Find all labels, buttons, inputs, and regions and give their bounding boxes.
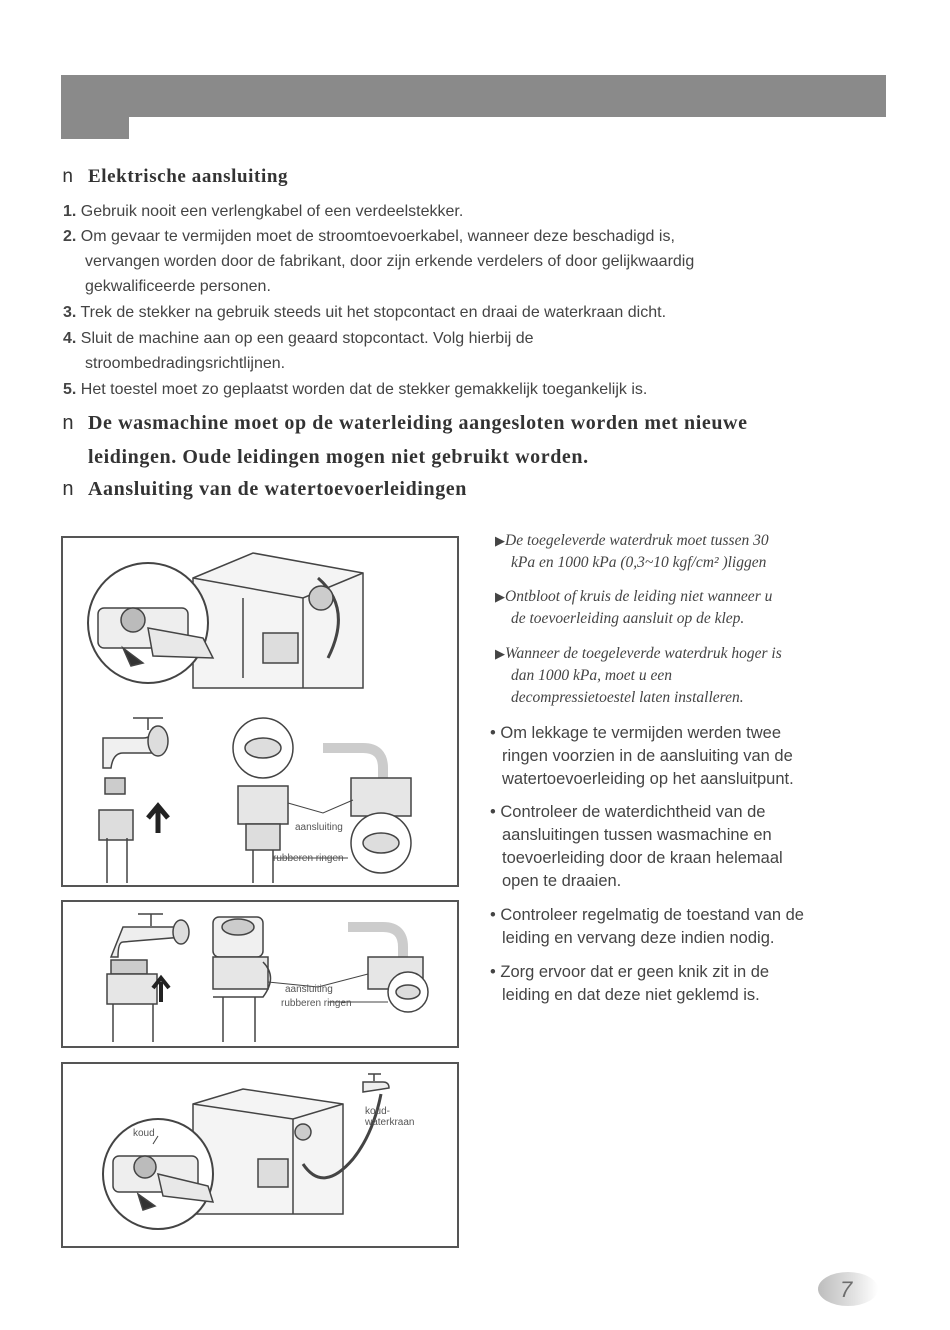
item-text: Om gevaar te vermijden moet de stroomtoevoerkabel, wanneer deze beschadigd is, bbox=[80, 228, 675, 245]
bullet-text: leiding en dat deze niet geklemd is. bbox=[502, 986, 760, 1004]
bullet-1 bbox=[490, 722, 880, 791]
item-text: stroombedradingsrichtlijnen. bbox=[85, 355, 286, 372]
bullet-text: open te draaien. bbox=[502, 872, 622, 890]
bullet-marker: • bbox=[490, 724, 496, 742]
figure-3-label-tap-1: koud- bbox=[365, 1106, 391, 1117]
header-tab bbox=[61, 117, 129, 139]
bullet-marker: • bbox=[490, 906, 496, 924]
figure-3-illustration bbox=[63, 1064, 457, 1246]
note-3 bbox=[495, 643, 875, 709]
note-2 bbox=[495, 586, 875, 630]
item-number: 3. bbox=[63, 304, 77, 321]
item-number: 4. bbox=[63, 330, 77, 347]
section-water-heading bbox=[62, 478, 467, 502]
note-text: Wanneer de toegeleverde waterdruk hoger is bbox=[505, 645, 782, 662]
note-text: de toevoerleiding aansluit op de klep. bbox=[511, 610, 745, 627]
bullet-text: aansluitingen tussen wasmachine en bbox=[502, 826, 772, 844]
section-bullet: n bbox=[62, 166, 75, 188]
figure-2-illustration bbox=[63, 902, 457, 1046]
item-text: Het toestel moet zo geplaatst worden dat de stekker gemakkelijk toegankelijk is. bbox=[80, 381, 648, 398]
item-text: Gebruik nooit een verlengkabel of een verdeelstekker. bbox=[80, 203, 464, 220]
bullet-text: toevoerleiding door de kraan helemaal bbox=[502, 849, 783, 867]
section-electrical-heading bbox=[62, 166, 288, 188]
section-warning-heading bbox=[62, 407, 892, 474]
figure-installation-2 bbox=[61, 900, 459, 1048]
warning-line-2: leidingen. Oude leidingen mogen niet gebruikt worden. bbox=[88, 446, 589, 468]
bullet-text: Controleer regelmatig de toestand van de bbox=[500, 906, 804, 924]
figure-installation-1 bbox=[61, 536, 459, 887]
bullet-text: Zorg ervoor dat er geen knik zit in de bbox=[500, 963, 770, 981]
figure-2-label-rings: rubberen ringen bbox=[281, 998, 352, 1009]
bullet-marker: • bbox=[490, 963, 496, 981]
figure-1-label-rings: rubberen ringen bbox=[273, 853, 344, 864]
item-number: 2. bbox=[63, 228, 77, 245]
note-1 bbox=[495, 530, 875, 574]
item-number: 5. bbox=[63, 381, 77, 398]
electrical-item-1 bbox=[63, 199, 823, 224]
note-text: De toegeleverde waterdruk moet tussen 30 bbox=[505, 532, 769, 549]
page-number: 7 bbox=[840, 1277, 853, 1302]
bullet-text: ringen voorzien in de aansluiting van de bbox=[502, 747, 793, 765]
item-text: Trek de stekker na gebruik steeds uit het stopcontact en draai de waterkraan dicht. bbox=[80, 304, 667, 321]
page-number-shape bbox=[818, 1270, 888, 1308]
figure-1-illustration bbox=[63, 538, 457, 885]
figure-3-label-cold: koud bbox=[133, 1128, 155, 1139]
figure-3-label-tap-2: waterkraan bbox=[365, 1117, 415, 1128]
bullet-marker: • bbox=[490, 803, 496, 821]
item-number: 1. bbox=[63, 203, 77, 220]
page-number-badge bbox=[818, 1270, 888, 1308]
item-text: Sluit de machine aan op een geaard stopcontact. Volg hierbij de bbox=[80, 330, 534, 347]
triangle-icon: ▶ bbox=[495, 646, 505, 661]
note-text: dan 1000 kPa, moet u een bbox=[511, 667, 672, 684]
electrical-item-5 bbox=[63, 377, 823, 402]
bullet-text: leiding en vervang deze indien nodig. bbox=[502, 929, 775, 947]
bullet-3 bbox=[490, 904, 880, 950]
section-bullet: n bbox=[62, 413, 75, 436]
item-text: gekwalificeerde personen. bbox=[85, 278, 271, 295]
bullet-text: Om lekkage te vermijden werden twee bbox=[500, 724, 782, 742]
bullet-4 bbox=[490, 961, 880, 1007]
figure-1-label-connection: aansluiting bbox=[295, 822, 343, 833]
electrical-item-3 bbox=[63, 300, 823, 325]
section-electrical-title: Elektrische aansluiting bbox=[88, 166, 289, 187]
figure-installation-3 bbox=[61, 1062, 459, 1248]
bullet-text: watertoevoerleiding op het aansluitpunt. bbox=[502, 770, 794, 788]
warning-line-1: De wasmachine moet op de waterleiding aangesloten worden met nieuwe bbox=[88, 412, 748, 434]
figure-2-label-connection: aansluiting bbox=[285, 984, 333, 995]
electrical-item-2 bbox=[63, 224, 823, 299]
note-text: decompressietoestel laten installeren. bbox=[511, 689, 744, 706]
note-text: kPa en 1000 kPa (0,3~10 kgf/cm² )liggen bbox=[511, 554, 767, 571]
section-water-title: Aansluiting van de watertoevoerleidingen bbox=[88, 478, 467, 500]
item-text: vervangen worden door de fabrikant, door zijn erkende verdelers of door gelijkwaardig bbox=[85, 253, 695, 270]
electrical-item-4 bbox=[63, 326, 823, 376]
note-text: Ontbloot of kruis de leiding niet wanneer u bbox=[505, 588, 773, 605]
bullet-2 bbox=[490, 801, 880, 893]
bullet-text: Controleer de waterdichtheid van de bbox=[500, 803, 766, 821]
triangle-icon: ▶ bbox=[495, 589, 505, 604]
section-bullet: n bbox=[62, 479, 75, 502]
triangle-icon: ▶ bbox=[495, 533, 505, 548]
header-bar bbox=[61, 75, 886, 117]
